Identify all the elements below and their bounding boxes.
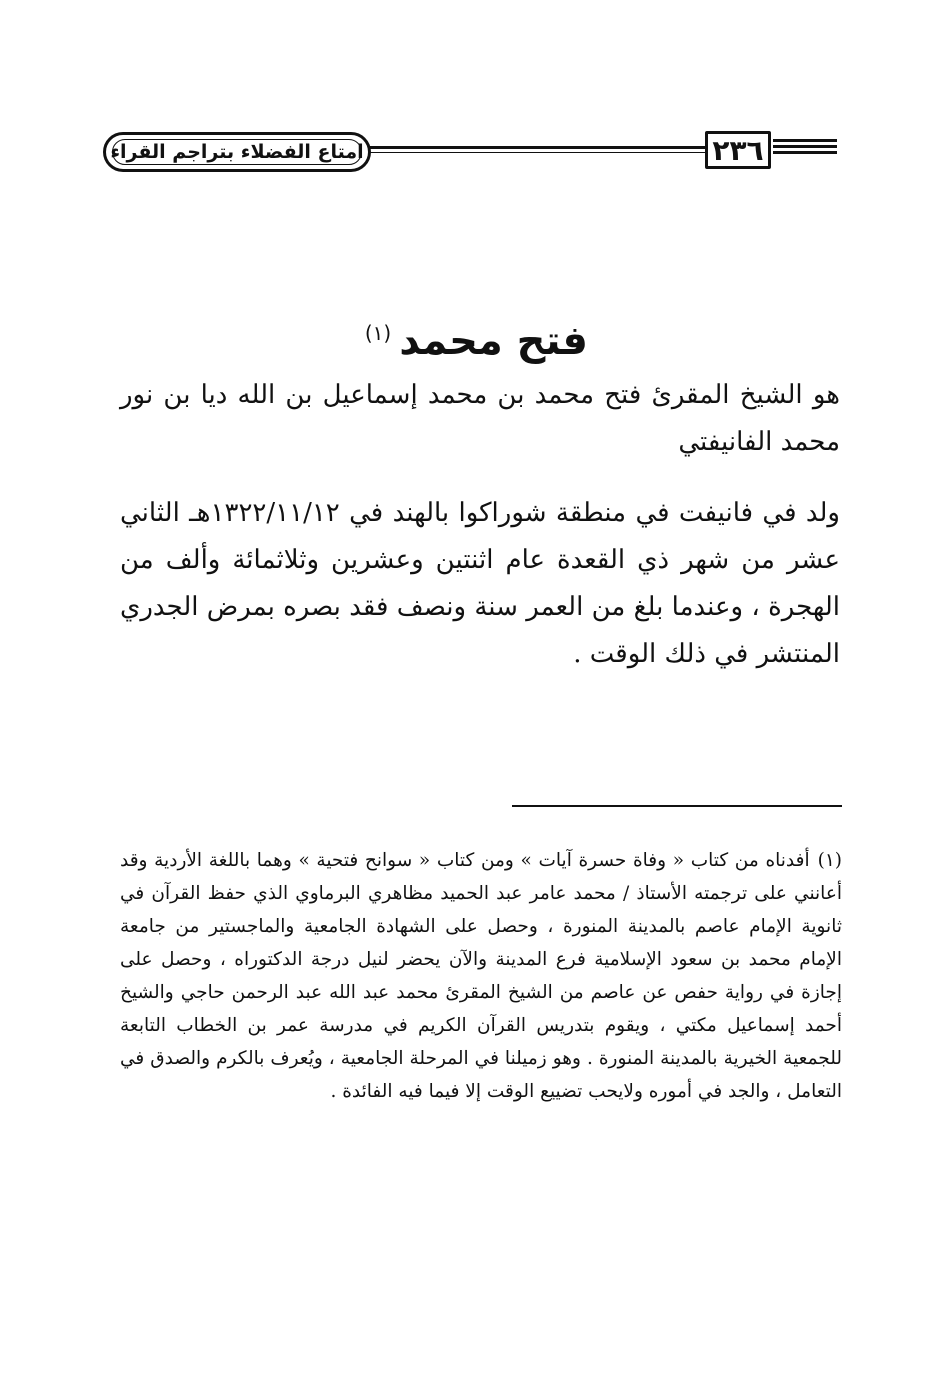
paragraph-text: ولد في فانيفت في منطقة شوراكوا بالهند في ١٣٢٢/١١/١٢هـ الثاني عشر من شهر ذي القعدة عام اثنتين وعشرين وثلاثمائة وألف من الهجرة ، وعندما بلغ من العمر سنة ونصف فقد بصره بمرض الجدري المنتشر في ذلك الوقت . — [120, 498, 840, 669]
body-paragraph-1 — [120, 372, 840, 466]
header-rule — [773, 139, 837, 142]
entry-title-text: فتح محمد — [399, 318, 588, 364]
body-paragraph-2 — [120, 490, 840, 678]
header-connector-line — [369, 152, 706, 153]
entry-title — [365, 318, 588, 364]
header-rule — [773, 151, 837, 154]
footnote — [120, 844, 842, 1108]
header-connector-line — [369, 146, 706, 149]
footnote-separator — [512, 805, 842, 807]
footnote-reference: (١) — [364, 320, 392, 345]
running-header-title: امتاع الفضلاء بتراجم القراء — [103, 132, 371, 172]
paragraph-text: هو الشيخ المقرئ فتح محمد بن محمد إسماعيل بن الله ديا بن نور محمد الفانيفتي — [120, 380, 840, 457]
header-rule — [773, 145, 837, 148]
footnote-text: أفدناه من كتاب « وفاة حسرة آيات » ومن كتاب « سوانح فتحية » وهما باللغة الأردية وقد أعانني على ترجمته الأستاذ / محمد عامر عبد الحميد مظاهري البرماوي الذي حفظ القرآن في ثانوية الإمام عاصم بالمدينة المنورة ، وحصل على الشهادة الجامعية والماجستير من جامعة الإمام محمد بن سعود الإسلامية فرع المدينة والآن يحضر لنيل درجة الدكتوراه ، وحصل على إجازة في رواية حفص عن عاصم من الشيخ المقرئ محمد عبد الله عبد الرحمن حاجي والشيخ أحمد إسماعيل مكتي ، ويقوم بتدريس القرآن الكريم في مدرسة عمر بن الخطاب التابعة للجمعية الخيرية بالمدينة المنورة . وهو زميلنا في المرحلة الجامعية ، ويُعرف بالكرم والصدق في التعامل ، والجد في أموره ولايحب تضييع الوقت إلا فيما فيه الفائدة . — [120, 850, 842, 1102]
footnote-number: (١) — [817, 850, 842, 871]
page-number: ٢٣٦ — [705, 131, 771, 169]
